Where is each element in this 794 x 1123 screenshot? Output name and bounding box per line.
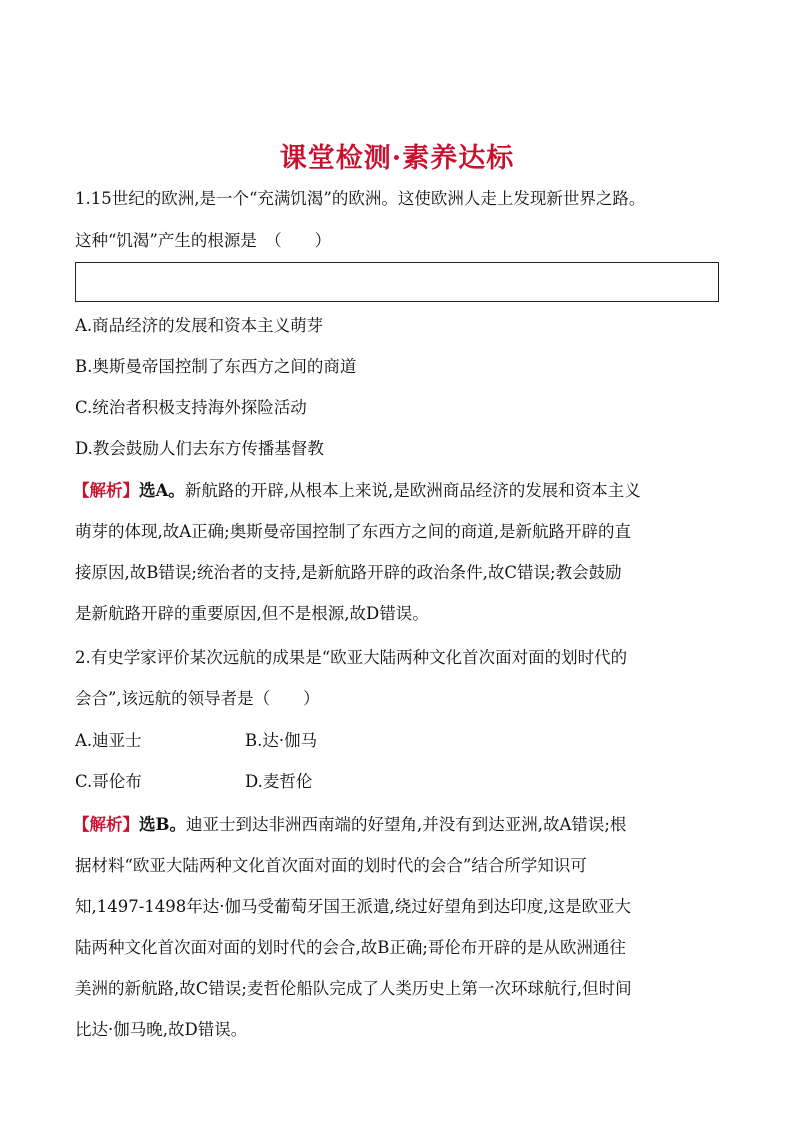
q2-options-row-2	[75, 771, 725, 793]
q2-analysis-line-2: 据材料“欧亚大陆两种文化首次面对面的划时代的会合”结合所学知识可	[75, 856, 587, 875]
q2-analysis-line-1	[73, 814, 723, 836]
analysis-answer: 选A。	[139, 481, 185, 500]
analysis-answer: 选B。	[139, 815, 186, 834]
analysis-text: 新航路的开辟,从根本上来说,是欧洲商品经济的发展和资本主义	[184, 481, 641, 500]
q1-stem-line-2: 这种“饥渴”产生的根源是 （ ）	[75, 231, 332, 250]
q1-analysis-line-4: 是新航路开辟的重要原因,但不是根源,故D错误。	[75, 604, 429, 623]
answer-box[interactable]	[75, 262, 719, 302]
q2-analysis-line-6: 比达·伽马晚,故D错误。	[75, 1020, 248, 1039]
q2-stem-line-2: 会合”,该远航的领导者是（ ）	[75, 689, 320, 708]
q1-analysis-line-1	[73, 480, 723, 502]
page-title: 课堂检测·素养达标	[279, 143, 515, 174]
q2-stem-line-1: 2.有史学家评价某次远航的成果是“欧亚大陆两种文化首次面对面的划时代的	[75, 648, 628, 667]
q1-option-a: A.商品经济的发展和资本主义萌芽	[75, 316, 324, 335]
analysis-tag: 【解析】	[73, 815, 139, 834]
q1-option-c: C.统治者积极支持海外探险活动	[75, 398, 307, 417]
q2-analysis-line-5: 美洲的新航路,故C错误;麦哲伦船队完成了人类历史上第一次环球航行,但时间	[75, 979, 632, 998]
q1-analysis-line-2: 萌芽的体现,故A正确;奥斯曼帝国控制了东西方之间的商道,是新航路开辟的直	[75, 522, 631, 541]
q2-option-c: C.哥伦布	[75, 772, 142, 791]
q2-option-b: B.达·伽马	[245, 731, 318, 750]
q2-analysis-line-3: 知,1497-1498年达·伽马受葡萄牙国王派遣,绕过好望角到达印度,这是欧亚大	[75, 897, 632, 916]
q1-stem-line-1: 1.15世纪的欧洲,是一个“充满饥渴”的欧洲。这使欧洲人走上发现新世界之路。	[75, 189, 646, 208]
q1-analysis-line-3: 接原因,故B错误;统治者的支持,是新航路开辟的政治条件,故C错误;教会鼓励	[75, 563, 622, 582]
q2-options-row-1	[75, 730, 725, 752]
q2-analysis-line-4: 陆两种文化首次面对面的划时代的会合,故B正确;哥伦布开辟的是从欧洲通往	[75, 938, 626, 957]
analysis-text: 迪亚士到达非洲西南端的好望角,并没有到达亚洲,故A错误;根	[185, 815, 627, 834]
q2-option-d: D.麦哲伦	[245, 772, 313, 791]
q2-option-a: A.迪亚士	[75, 731, 142, 750]
analysis-tag: 【解析】	[73, 481, 139, 500]
q1-option-d: D.教会鼓励人们去东方传播基督教	[75, 439, 324, 458]
q1-option-b: B.奥斯曼帝国控制了东西方之间的商道	[75, 357, 357, 376]
